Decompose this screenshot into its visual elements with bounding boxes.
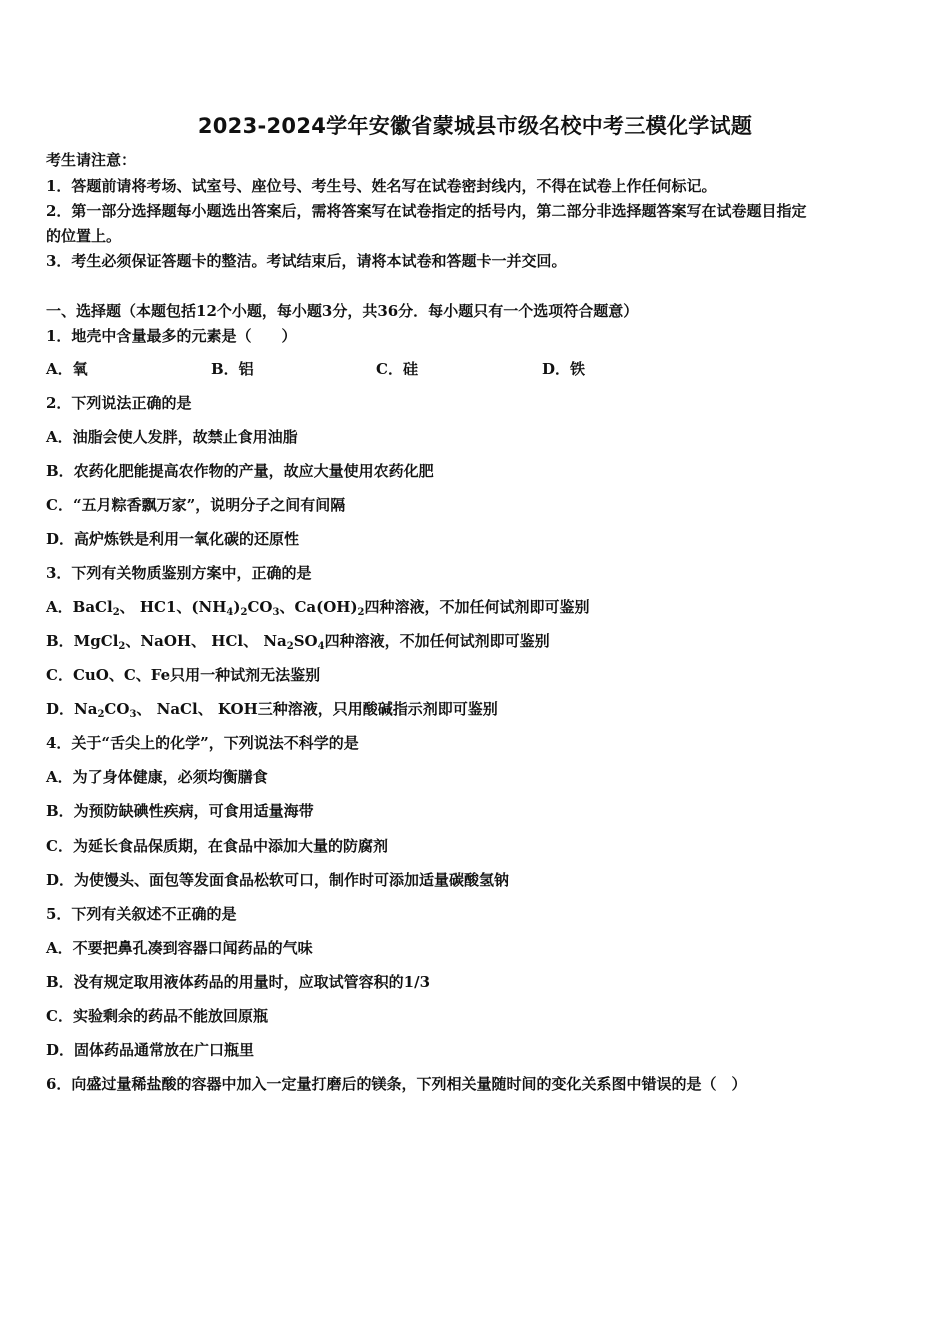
q4-option-c: C．为延长食品保质期，在食品中添加大量的防腐剂 (46, 837, 388, 855)
notice-heading: 考生请注意： (46, 151, 137, 169)
q5-stem: 5．下列有关叙述不正确的是 (46, 905, 237, 923)
notice-item-2: 2．第一部分选择题每小题选出答案后，需将答案写在试卷指定的括号内，第二部分非选择题答案写在试卷题目指定 (46, 202, 807, 220)
q3-option-d: D．$Na_2CO_3$、 NaCl、 KOH三种溶液，只用酸碱指示剂即可鉴别 (46, 700, 498, 720)
q2-option-c: C．“五月粽香飘万家”，说明分子之间有间隔 (46, 496, 346, 514)
q2-option-a: A．油脂会使人发胖，故禁止食用油脂 (46, 428, 298, 446)
q5-option-b: B．没有规定取用液体药品的用量时，应取试管容积的1/3 (46, 973, 431, 991)
q1-option-b: B．铝 (211, 360, 254, 378)
q4-stem: 4．关于“舌尖上的化学”，下列说法不科学的是 (46, 734, 359, 752)
page-title: 2023-2024学年安徽省蒙城县市级名校中考三模化学试题 (197, 114, 753, 138)
q5-option-a: A．不要把鼻孔凑到容器口闻药品的气味 (46, 939, 313, 957)
q5-option-d: D．固体药品通常放在广口瓶里 (46, 1041, 255, 1059)
q1-option-d: D．铁 (542, 360, 586, 378)
notice-item-3: 3．考生必须保证答题卡的整洁。考试结束后，请将本试卷和答题卡一并交回。 (46, 252, 567, 270)
q3-option-b: B．MgCl$_2$、NaOH、 HCl、 $Na_2SO_4$四种溶液，不加任何试剂即可鉴别 (46, 632, 550, 652)
q1-options (46, 358, 746, 380)
q1-option-a: A．氧 (46, 360, 88, 378)
q6-stem: 6．向盛过量稀盐酸的容器中加入一定量打磨后的镁条，下列相关量随时间的变化关系图中错误的是（ ） (46, 1075, 747, 1093)
q3-stem: 3．下列有关物质鉴别方案中，正确的是 (46, 564, 312, 582)
q5-option-c: C．实验剩余的药品不能放回原瓶 (46, 1007, 268, 1025)
q4-option-b: B．为预防缺碘性疾病，可食用适量海带 (46, 802, 314, 820)
q1-option-c: C．硅 (376, 360, 418, 378)
notice-item-2-cont: 的位置上。 (46, 227, 122, 245)
notice-item-1: 1．答题前请将考场、试室号、座位号、考生号、姓名写在试卷密封线内，不得在试卷上作任何标记。 (46, 177, 717, 195)
section-heading: 一、选择题（本题包括12个小题，每小题3分，共36分．每小题只有一个选项符合题意） (46, 302, 639, 320)
q3-option-a: A．BaCl$_2$、 HC1、$(NH_4)_2CO_3$、$Ca(OH)_2$四种溶液，不加任何试剂即可鉴别 (46, 598, 590, 618)
q4-option-a: A．为了身体健康，必须均衡膳食 (46, 768, 268, 786)
q3-option-c: C．CuO、C、Fe只用一种试剂无法鉴别 (46, 666, 321, 684)
q2-option-d: D．高炉炼铁是利用一氧化碳的还原性 (46, 530, 300, 548)
q2-option-b: B．农药化肥能提高农作物的产量，故应大量使用农药化肥 (46, 462, 434, 480)
q4-option-d: D．为使馒头、面包等发面食品松软可口，制作时可添加适量碳酸氢钠 (46, 871, 510, 889)
q2-stem: 2．下列说法正确的是 (46, 394, 192, 412)
q1-stem: 1．地壳中含量最多的元素是（ ） (46, 327, 297, 345)
